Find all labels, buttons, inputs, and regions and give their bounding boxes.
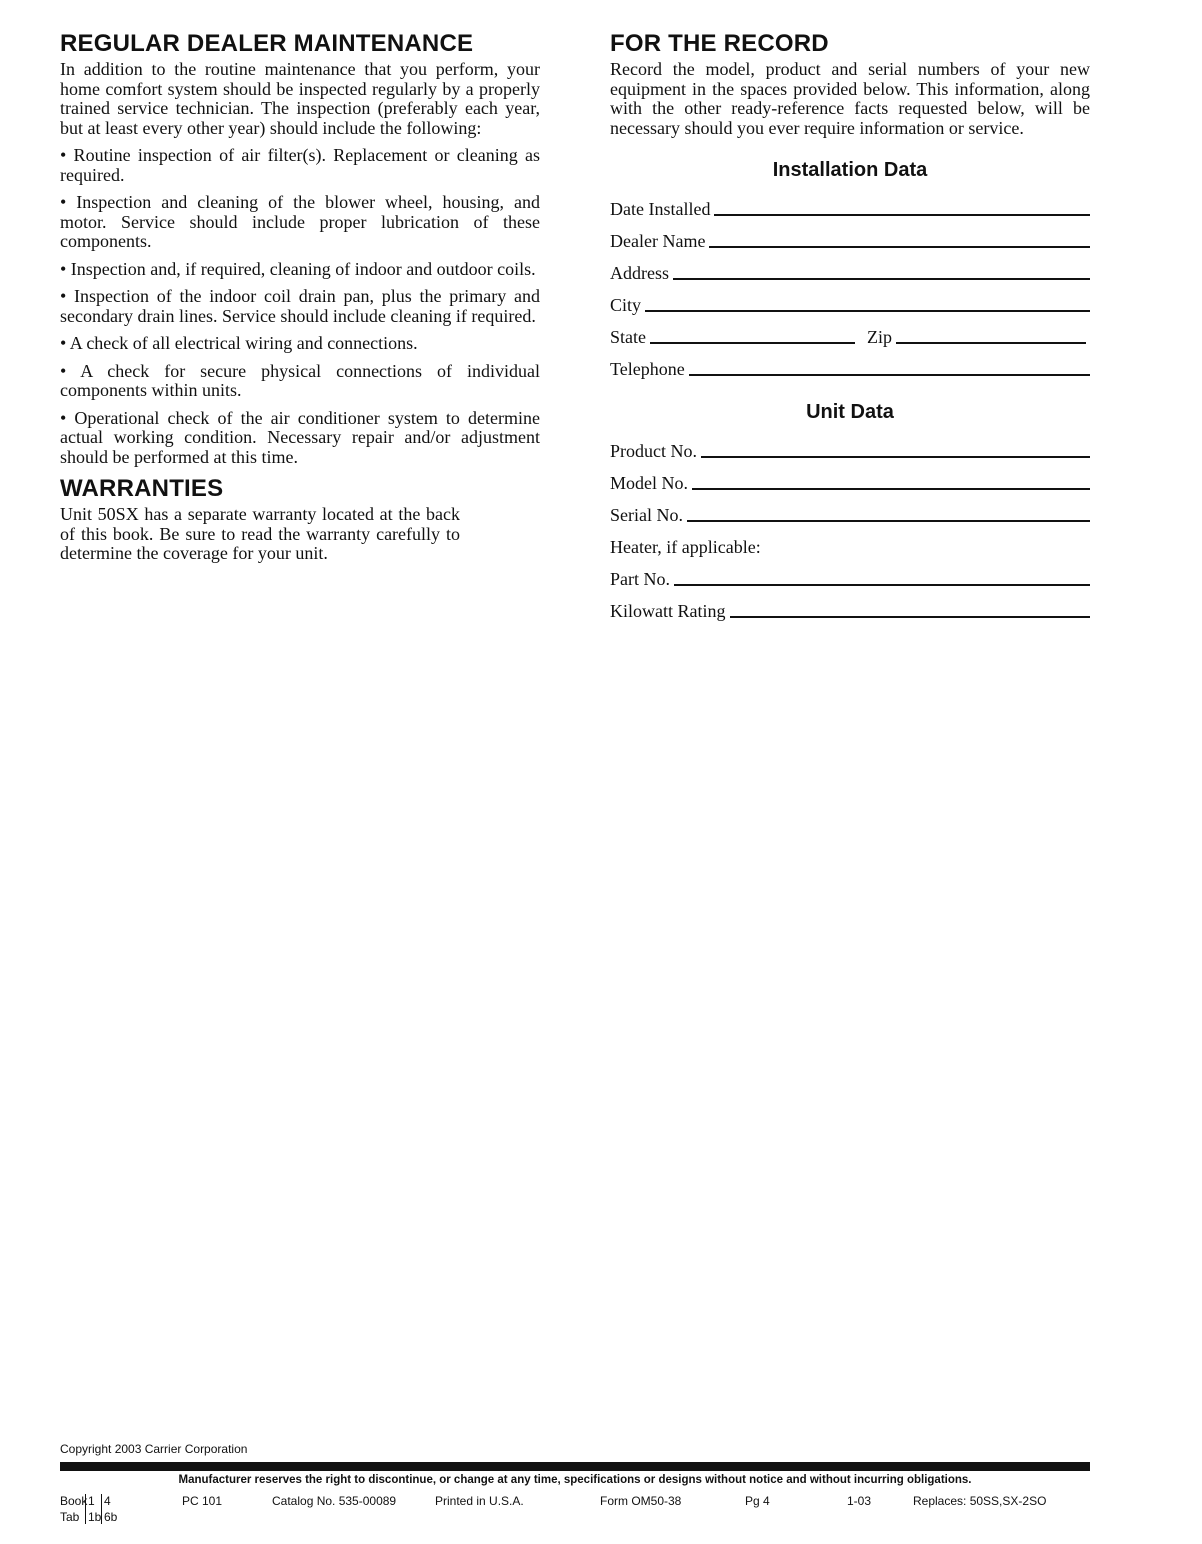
- record-heading: FOR THE RECORD: [610, 30, 829, 57]
- footer-row-book: [60, 1494, 1090, 1510]
- right-column: [610, 30, 1090, 622]
- tab-label: Tab: [60, 1510, 80, 1524]
- address-line[interactable]: [673, 278, 1090, 280]
- page-number: Pg 4: [745, 1494, 770, 1508]
- maintenance-heading: REGULAR DEALER MAINTENANCE: [60, 30, 474, 57]
- kilowatt-rating-line[interactable]: [730, 616, 1091, 618]
- tab-value-2: 6b: [104, 1510, 118, 1524]
- dealer-name-label: Dealer Name: [610, 231, 706, 251]
- catalog-number: Catalog No. 535-00089: [272, 1494, 397, 1508]
- date-installed-field[interactable]: [610, 188, 1090, 220]
- book-value-1: 1: [88, 1494, 95, 1508]
- serial-no-field[interactable]: [610, 494, 1090, 526]
- kilowatt-rating-field[interactable]: [610, 590, 1090, 622]
- zip-label: Zip: [867, 327, 892, 347]
- serial-no-line[interactable]: [687, 520, 1090, 522]
- telephone-field[interactable]: [610, 348, 1090, 380]
- record-intro: Record the model, product and serial numbers of your new equipment in the spaces provided below. This information, along with the other ready-reference facts requested below, will be necessary should you ever require information or service.: [610, 59, 1090, 138]
- maintenance-bullet: • Inspection of the indoor coil drain pan, plus the primary and secondary drain lines. Service should include cleaning if required.: [60, 286, 540, 326]
- footer-notice: Manufacturer reserves the right to discontinue, or change at any time, specifications or designs without notice and without incurring obligations.: [178, 1474, 972, 1486]
- model-no-line[interactable]: [692, 488, 1090, 490]
- part-no-label: Part No.: [610, 569, 670, 589]
- dealer-name-field[interactable]: [610, 220, 1090, 252]
- part-no-line[interactable]: [674, 584, 1090, 586]
- maintenance-bullet: • Inspection and cleaning of the blower wheel, housing, and motor. Service should include proper lubrication of these components.: [60, 192, 540, 251]
- state-zip-field[interactable]: [610, 316, 1090, 348]
- footer-row-tab: [60, 1510, 1090, 1526]
- state-label: State: [610, 327, 646, 347]
- dealer-name-line[interactable]: [709, 246, 1090, 248]
- installation-data-heading: Installation Data: [772, 159, 928, 181]
- city-label: City: [610, 295, 642, 315]
- print-date: 1-03: [847, 1494, 872, 1508]
- telephone-label: Telephone: [610, 359, 685, 379]
- address-label: Address: [610, 263, 669, 283]
- city-field[interactable]: [610, 284, 1090, 316]
- date-installed-label: Date Installed: [610, 199, 711, 219]
- maintenance-bullet: • Operational check of the air conditioner system to determine actual working condition. Necessary repair and/or adjustment should be performed at this time.: [60, 407, 540, 467]
- warranties-heading: WARRANTIES: [60, 475, 224, 502]
- model-no-field[interactable]: [610, 462, 1090, 494]
- maintenance-bullet: • A check of all electrical wiring and connections.: [60, 333, 418, 353]
- heater-label: Heater, if applicable:: [610, 537, 761, 557]
- zip-line[interactable]: [896, 342, 1086, 344]
- kilowatt-rating-label: Kilowatt Rating: [610, 601, 726, 621]
- unit-data-heading: Unit Data: [806, 401, 894, 423]
- city-line[interactable]: [645, 310, 1090, 312]
- telephone-line[interactable]: [689, 374, 1090, 376]
- heater-field: [610, 526, 1090, 558]
- date-installed-line[interactable]: [714, 214, 1090, 216]
- footer-rule: [60, 1462, 1090, 1471]
- maintenance-bullet: • A check for secure physical connections of individual components within units.: [60, 360, 540, 400]
- maintenance-bullet: • Routine inspection of air filter(s). Replacement or cleaning as required.: [60, 145, 540, 185]
- product-no-label: Product No.: [610, 441, 697, 461]
- model-no-label: Model No.: [610, 473, 688, 493]
- copyright: Copyright 2003 Carrier Corporation: [60, 1442, 248, 1456]
- address-field[interactable]: [610, 252, 1090, 284]
- pc-number: PC 101: [182, 1494, 223, 1508]
- part-no-field[interactable]: [610, 558, 1090, 590]
- replaces: Replaces: 50SS,SX-2SO: [913, 1494, 1047, 1508]
- serial-no-label: Serial No.: [610, 505, 683, 525]
- printed-in: Printed in U.S.A.: [435, 1494, 524, 1508]
- tab-value-1: 1b: [88, 1510, 102, 1524]
- product-no-field[interactable]: [610, 430, 1090, 462]
- form-number: Form OM50-38: [600, 1494, 682, 1508]
- book-label: Book: [60, 1494, 88, 1508]
- left-column: [60, 30, 540, 564]
- product-no-line[interactable]: [701, 456, 1090, 458]
- state-line[interactable]: [650, 342, 855, 344]
- book-value-2: 4: [104, 1494, 111, 1508]
- maintenance-intro: In addition to the routine maintenance that you perform, your home comfort system should be inspected regularly by a properly trained service technician. The inspection (preferably each year, but at least every other year) should include the following:: [60, 59, 540, 138]
- warranties-text: Unit 50SX has a separate warranty located at the back of this book. Be sure to read the warranty carefully to determine the coverage for your unit.: [60, 504, 460, 563]
- footer-info: [60, 1494, 1090, 1526]
- maintenance-bullet: • Inspection and, if required, cleaning of indoor and outdoor coils.: [60, 258, 536, 279]
